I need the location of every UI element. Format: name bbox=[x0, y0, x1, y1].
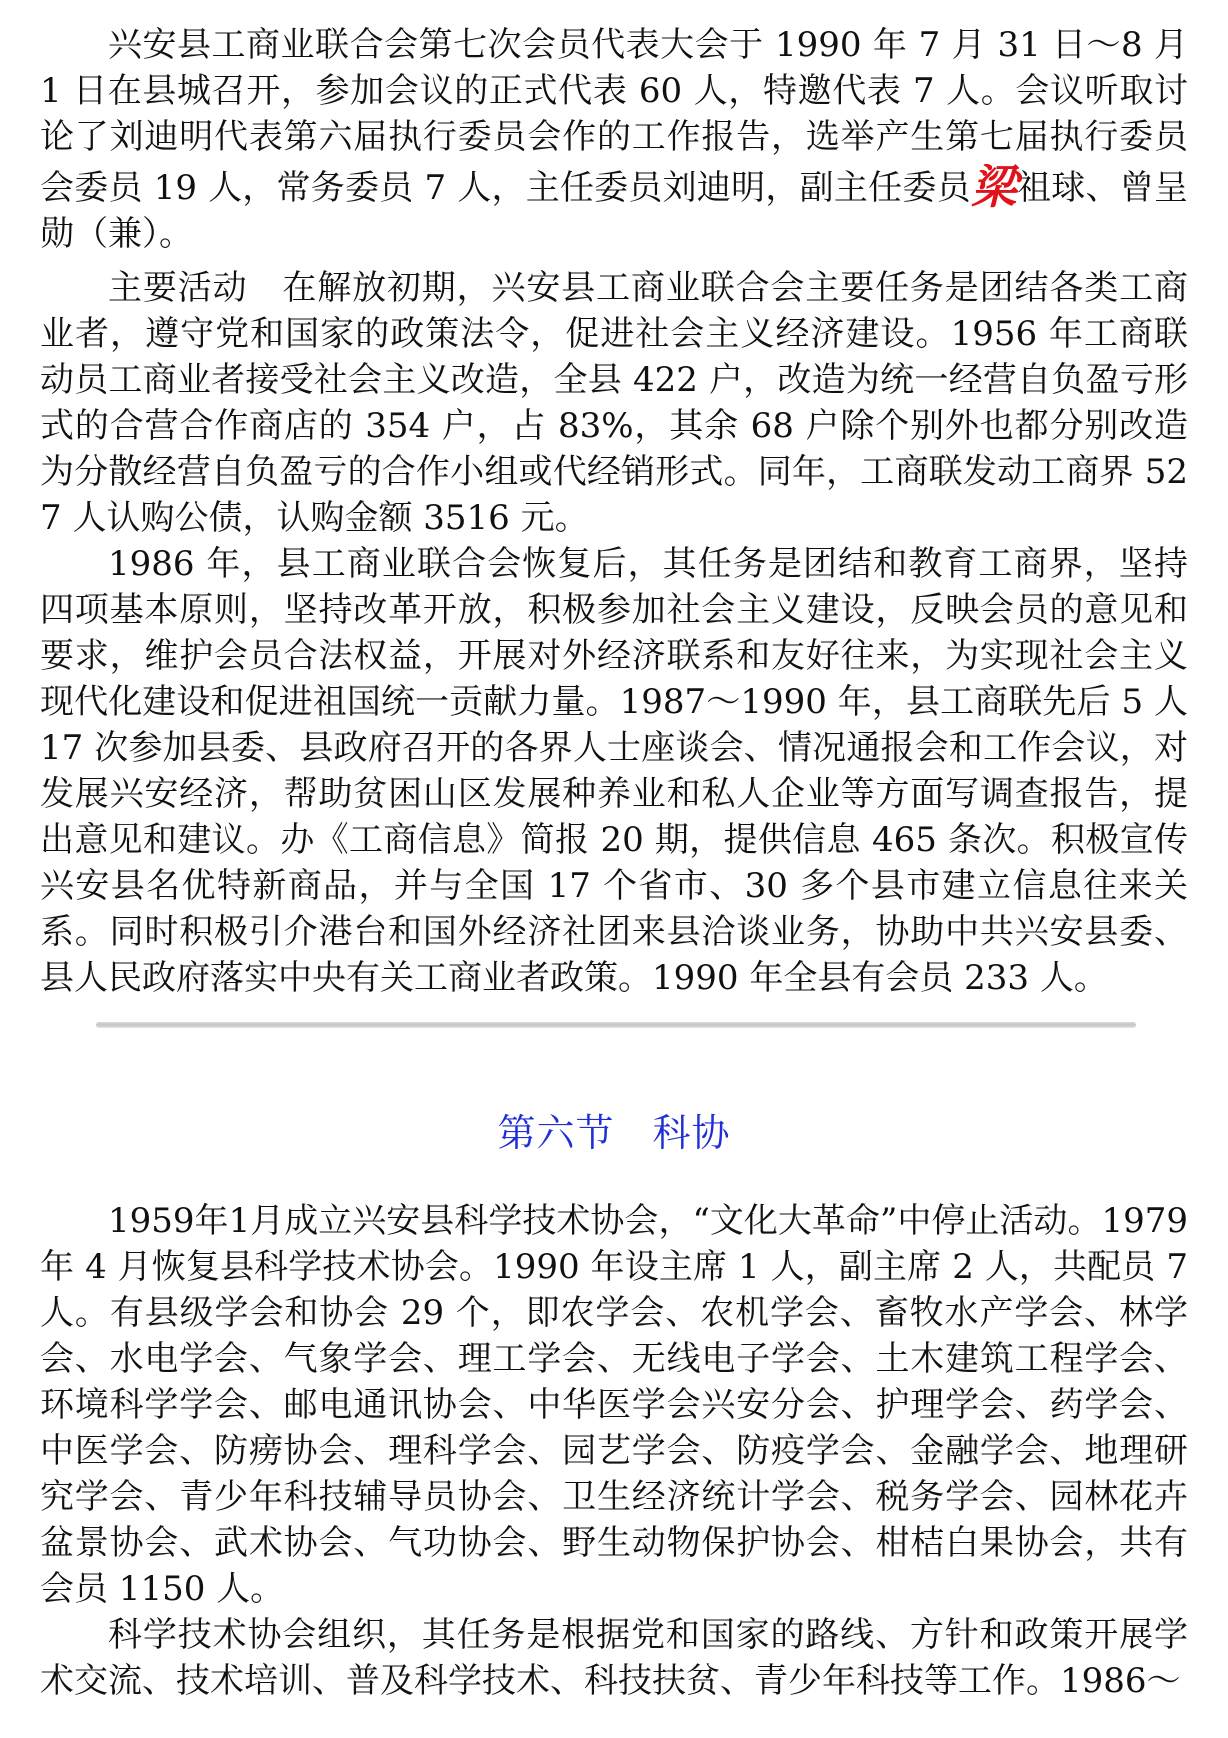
paragraph-congress-text: 兴安县工商业联合会第七次会员代表大会于 1990 年 7 月 31 日～8 月 1 日在县城召开，参加会议的正式代表 60 人，特邀代表 7 人。会议听取讨论了刘迪明代表第六届执行委员会作的工作报告，选举产生第七届执行委员会委员 19 人，常务委员 7 人，主任委员刘迪明，副主任委员 bbox=[40, 25, 1188, 208]
paragraph-science-tasks: 科学技术协会组织，其任务是根据党和国家的路线、方针和政策开展学术交流、技术培训、普及科学技术、科技扶贫、青少年科技等工作。1986～ bbox=[40, 1615, 1188, 1701]
paragraph-1986-tasks: 1986 年，县工商业联合会恢复后，其任务是团结和教育工商界，坚持四项基本原则，坚持改革开放，积极参加社会主义建设，反映会员的意见和要求，维护会员合法权益，开展对外经济联系和友好往来，为实现社会主义现代化建设和促进祖国统一贡献力量。1987～1990 年，县工商联先后 5 人 17 次参加县委、县政府召开的各界人士座谈会、情况通报会和工作会议，对发展兴安经济，帮助贫困山区发展种养业和私人企业等方面写调查报告，提出意见和建议。办《工商信息》简报 20 期，提供信息 465 条次。积极宣传兴安县名优特新商品，并与全国 17 个省市、30 多个县市建立信息往来关系。同时积极引介港台和国外经济社团来县洽谈业务，协助中共兴安县委、县人民政府落实中央有关工商业者政策。1990 年全县有会员 233 人。 bbox=[40, 544, 1188, 998]
section-number: 第六节 bbox=[497, 1111, 615, 1155]
document-body-bottom bbox=[40, 1198, 1188, 1704]
highlighted-character: 梁 bbox=[970, 160, 1018, 214]
section-heading bbox=[0, 1108, 1228, 1158]
section-divider bbox=[96, 1022, 1136, 1028]
paragraph-main-activities: 主要活动 在解放初期，兴安县工商业联合会主要任务是团结各类工商业者，遵守党和国家的政策法令，促进社会主义经济建设。1956 年工商联动员工商业者接受社会主义改造，全县 422 户，改造为统一经营自负盈亏形式的合营合作商店的 354 户，占 83%，其余 68 户除个别外也都分别改造为分散经营自负盈亏的合作小组或代经销形式。同年，工商联发动工商界 527 人认购公债，认购金额 3516 元。 bbox=[40, 268, 1188, 538]
section-name: 科协 bbox=[652, 1111, 731, 1155]
paragraph-congress bbox=[40, 22, 1188, 257]
document-body-top bbox=[40, 22, 1188, 1001]
paragraph-science-association: 1959年1月成立兴安县科学技术协会，“文化大革命”中停止活动。1979 年 4 月恢复县科学技术协会。1990 年设主席 1 人，副主席 2 人，共配员 7 人。有县级学会和协会 29 个，即农学会、农机学会、畜牧水产学会、林学会、水电学会、气象学会、理工学会、无线电子学会、土木建筑工程学会、环境科学学会、邮电通讯协会、中华医学会兴安分会、护理学会、药学会、中医学会、防痨协会、理科学会、园艺学会、防疫学会、金融学会、地理研究学会、青少年科技辅导员协会、卫生经济统计学会、税务学会、园林花卉盆景协会、武术协会、气功协会、野生动物保护协会、柑桔白果协会，共有会员 1150 人。 bbox=[40, 1201, 1188, 1609]
paragraph-congress-tail: 祖球、曾呈勋（兼）。 bbox=[40, 168, 1189, 254]
